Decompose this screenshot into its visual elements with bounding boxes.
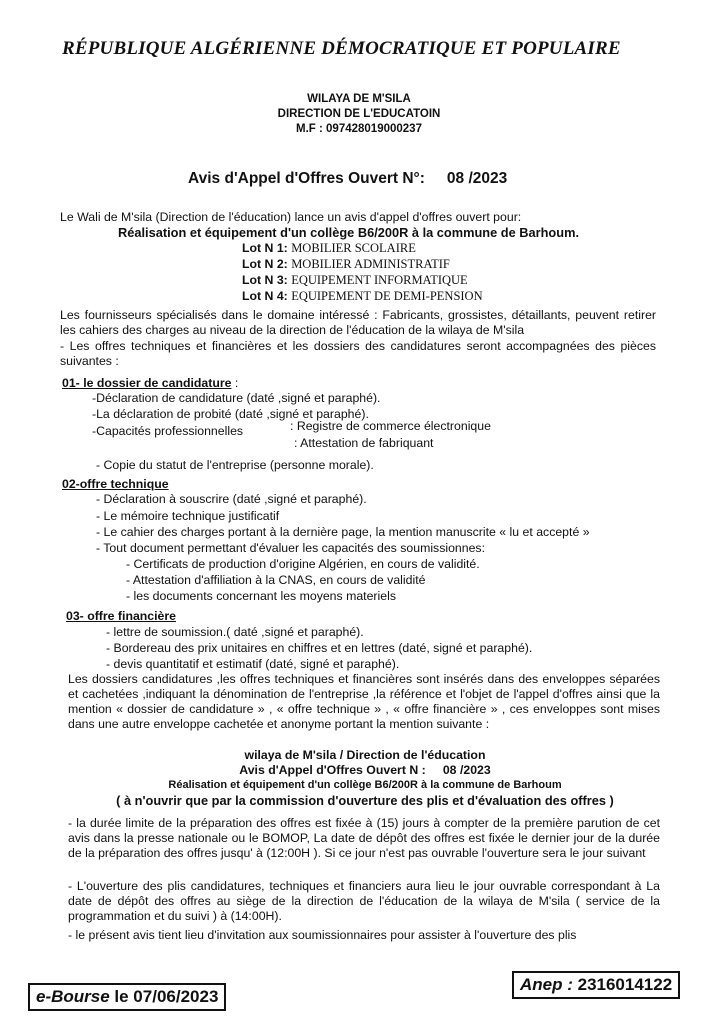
- notice-title: [188, 170, 507, 188]
- list-item: - Déclaration à souscrire (daté ,signé et paraphé).: [96, 492, 367, 506]
- envelope-line-wilaya: wilaya de M'sila / Direction de l'éducation: [244, 748, 486, 762]
- ebourse-publication-box: [28, 983, 226, 1011]
- list-item: - Copie du statut de l'entreprise (personne morale).: [96, 458, 374, 472]
- republic-heading: RÉPUBLIQUE ALGÉRIENNE DÉMOCRATIQUE ET POPULAIRE: [62, 38, 621, 59]
- list-subitem: - les documents concernant les moyens materiels: [126, 589, 396, 603]
- anep-label: Anep :: [520, 975, 573, 994]
- ebourse-date: le 07/06/2023: [109, 987, 219, 1006]
- lots-list: [242, 240, 483, 304]
- intro-line: Le Wali de M'sila (Direction de l'éducation) lance un avis d'appel d'offres ouvert pour:: [60, 210, 522, 224]
- envelope-line-project: Réalisation et équipement d'un collège B6/200R à la commune de Barhoum: [168, 779, 562, 791]
- section-candidature-heading: 01- le dossier de candidature :: [62, 376, 239, 390]
- suppliers-paragraph: Les fournisseurs spécialisés dans le domaine intéressé : Fabricants, grossistes, détaillants, peuvent retirer les cahiers des charges au niveau de la direction de l'éducation de la wilaya de M'sila: [60, 308, 656, 337]
- list-item: - lettre de soumission.( daté ,signé et paraphé).: [106, 625, 364, 639]
- list-item: -Déclaration de candidature (daté ,signé et paraphé).: [92, 391, 381, 405]
- list-item: - Tout document permettant d'évaluer les capacités des soumissionnes:: [96, 541, 485, 555]
- section-financial-heading: 03- offre financière: [66, 609, 177, 623]
- envelopes-paragraph: Les dossiers candidatures ,les offres techniques et financières sont insérés dans des enveloppes séparées et cachetées ,indiquant la dénomination de l'entreprise ,la référence et l'objet de l'appel d'offres ainsi que la mention « dossier de candidature » , « offre technique » , « offre financière » , ces enveloppes sont mises dans une autre enveloppe cachetée et anonyme portant la mention suivante :: [68, 672, 660, 731]
- notice-number: 08 /2023: [446, 170, 508, 187]
- anep-reference-box: [512, 971, 680, 999]
- list-subitem: - Attestation d'affiliation à la CNAS, en cours de validité: [126, 573, 426, 587]
- section-technical-heading: 02-offre technique: [62, 477, 169, 491]
- invitation-line: - le présent avis tient lieu d'invitation aux soumissionnaires pour assister à l'ouverture des plis: [68, 928, 577, 942]
- documents-intro: - Les offres techniques et financières et les dossiers des candidatures seront accompagnées des pièces suivantes :: [60, 339, 656, 368]
- issuer-header: [0, 92, 718, 137]
- envelope-mention: [70, 748, 660, 808]
- envelope-line-avis: Avis d'Appel d'Offres Ouvert N : 08 /2023: [239, 763, 491, 777]
- direction-name: DIRECTION DE L'EDUCATOIN: [277, 108, 441, 120]
- list-subitem: : Registre de commerce électronique: [290, 419, 491, 433]
- list-item: -La déclaration de probité (daté ,signé et paraphé).: [92, 407, 369, 421]
- anep-number: 2316014122: [572, 975, 673, 994]
- project-title: Réalisation et équipement d'un collège B6/200R à la commune de Barhoum.: [118, 225, 580, 240]
- list-item: - Bordereau des prix unitaires en chiffres et en lettres (daté, signé et paraphé).: [106, 641, 533, 655]
- list-subitem: - Certificats de production d'origine Algérien, en cours de validité.: [126, 557, 480, 571]
- envelope-line-warning: ( à n'ouvrir que par la commission d'ouverture des plis et d'évaluation des offres ): [116, 793, 614, 808]
- ebourse-name: e-Bourse: [36, 987, 110, 1006]
- opening-paragraph: - L'ouverture des plis candidatures, techniques et financiers aura lieu le jour ouvrable correspondant à La date de dépôt des offres au siège de la direction de l'éducation de la wilaya de M'sila ( service de la programmation et du suivi ) à (14:00H).: [68, 879, 660, 923]
- tax-id: M.F : 097428019000237: [296, 123, 422, 135]
- list-item: - Le mémoire technique justificatif: [96, 509, 280, 523]
- lot-item: Lot N 1: MOBILIER SCOLAIRE: [242, 241, 416, 255]
- list-subitem: : Attestation de fabriquant: [294, 436, 434, 450]
- list-item: -Capacités professionnelles: [92, 424, 244, 438]
- lot-item: Lot N 2: MOBILIER ADMINISTRATIF: [242, 257, 450, 271]
- wilaya-name: WILAYA DE M'SILA: [307, 93, 411, 105]
- list-item: - devis quantitatif et estimatif (daté, signé et paraphé).: [106, 657, 400, 671]
- lot-item: Lot N 4: EQUIPEMENT DE DEMI-PENSION: [242, 289, 483, 303]
- lot-item: Lot N 3: EQUIPEMENT INFORMATIQUE: [242, 273, 468, 287]
- deadline-paragraph: - la durée limite de la préparation des offres est fixée à (15) jours à compter de la première parution de cet avis dans la presse nationale ou le BOMOP, La date de dépôt des offres est fixée le dernier jour de la durée de la préparation des offres jusqu' à (12:00H ). Si ce jour n'est pas ouvrable l'ouverture sera le jour suivant: [68, 816, 660, 860]
- list-item: - Le cahier des charges portant à la dernière page, la mention manuscrite « lu et accepté »: [96, 525, 590, 539]
- notice-title-label: Avis d'Appel d'Offres Ouvert N°:: [188, 170, 425, 187]
